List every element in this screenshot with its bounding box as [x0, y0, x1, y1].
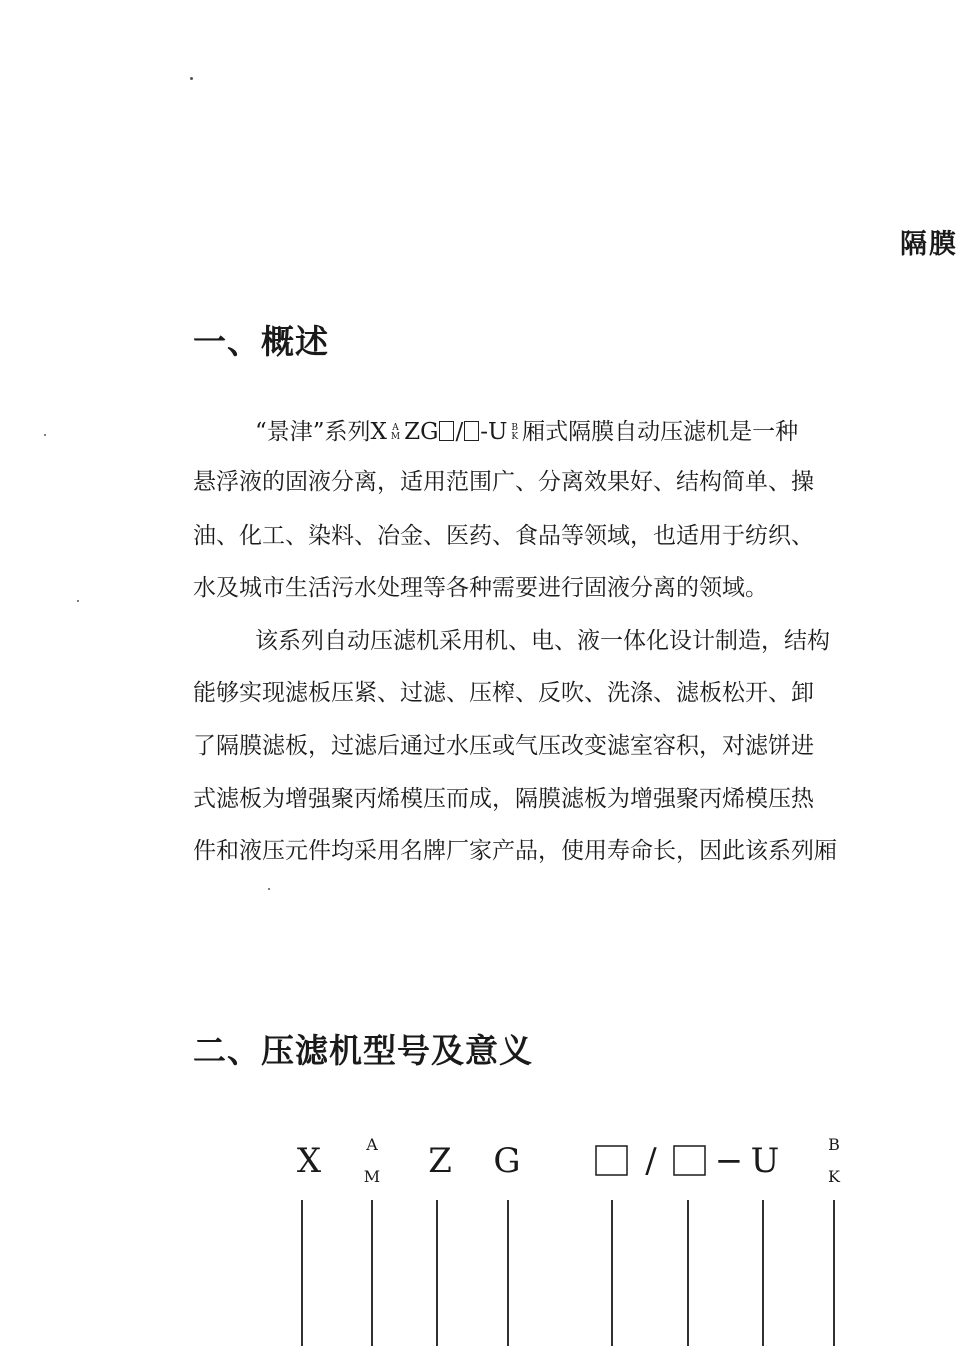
paragraph-line: 件和液压元件均采用名牌厂家产品，使用寿命长，因此该系列厢	[193, 838, 837, 864]
code-leader-lines	[302, 1200, 834, 1346]
paragraph-line: 式滤板为增强聚丙烯模压而成，隔膜滤板为增强聚丙烯模压热	[193, 786, 814, 812]
paragraph-line: 了隔膜滤板，过滤后通过水压或气压改变滤室容积，对滤饼进	[193, 733, 814, 759]
paragraph-line: 该系列自动压滤机采用机、电、液一体化设计制造，结构	[255, 628, 830, 654]
model-superscript: A M	[390, 423, 401, 442]
paragraph-line: 油、化工、染料、冶金、医药、食品等领域，也适用于纺织、	[193, 523, 814, 549]
code-letter-a: A	[366, 1135, 378, 1154]
model-superscript: B K	[511, 423, 519, 442]
code-blank-box-2	[674, 1146, 705, 1175]
code-letter-x: X	[296, 1141, 322, 1181]
code-letter-g: G	[493, 1141, 521, 1181]
paragraph-line: 能够实现滤板压紧、过滤、压榨、反吹、洗涤、滤板松开、卸	[193, 680, 814, 706]
text-run: “景津”系列X	[255, 419, 387, 445]
code-letter-k: K	[828, 1167, 840, 1186]
paragraph-line: 悬浮液的固液分离，适用范围广、分离效果好、结构简单、操	[193, 469, 814, 495]
paragraph-line: 水及城市生活污水处理等各种需要进行固液分离的领域。	[193, 575, 768, 601]
text-run: 厢式隔膜自动压滤机是一种	[522, 419, 799, 445]
code-blank-box-1	[596, 1146, 627, 1175]
code-letter-m: M	[363, 1167, 381, 1186]
code-letter-b: B	[828, 1135, 840, 1154]
code-slash: /	[645, 1141, 657, 1181]
code-letter-z: Z	[428, 1141, 452, 1181]
section-heading-overview: 一、概述	[193, 322, 329, 361]
code-dash: −	[714, 1141, 744, 1181]
text-run: /	[455, 419, 464, 445]
text-run: -U	[480, 419, 508, 445]
text-run: ZG	[404, 419, 439, 445]
section-heading-model-meaning: 二、压滤机型号及意义	[193, 1031, 533, 1070]
page-header-title: 隔膜	[900, 229, 958, 260]
code-letter-u: U	[750, 1141, 780, 1181]
